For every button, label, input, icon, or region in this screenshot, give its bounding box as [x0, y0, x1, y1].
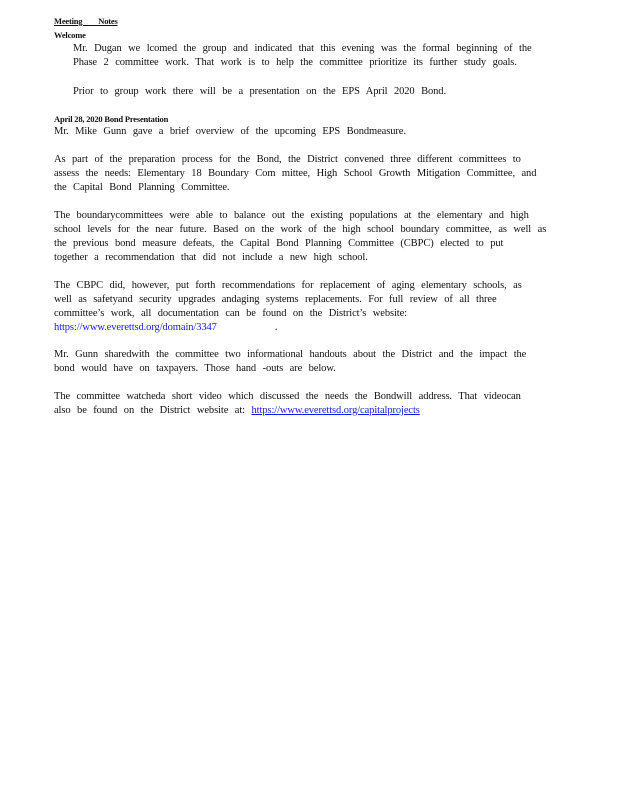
cbpc-paragraph: [54, 279, 522, 335]
text-line: [54, 404, 521, 418]
text-line: well as safetyand security upgrades andaging systems replacements. For full review of all three: [54, 294, 497, 305]
text-line: Mr. Dugan we lcomed the group and indicated that this evening was the formal beginning of the: [73, 43, 532, 54]
boundary-paragraph: [54, 209, 546, 265]
text-line: the Capital Bond Planning Committee.: [54, 182, 230, 193]
text-line: The CBPC did, however, put forth recommendations for replacement of aging elementary schools, as: [54, 280, 522, 291]
text-line: Prior to group work there will be a presentation on the EPS April 2020 Bond.: [73, 86, 446, 97]
text-line: school levels for the near future. Based on the work of the high school boundary committee, as well as: [54, 224, 547, 235]
video-line-prefix: also be found on the District website at:: [54, 405, 245, 416]
capital-projects-link[interactable]: https://www.everettsd.org/capitalprojects: [251, 405, 420, 416]
preparation-paragraph: [54, 153, 536, 195]
bond-intro-paragraph: [54, 125, 406, 139]
text-line: As part of the preparation process for the Bond, the District convened three different committees to: [54, 154, 521, 165]
link-trailing-period: .: [274, 322, 278, 333]
group-work-paragraph: [73, 85, 446, 99]
text-line: committee’s work, all documentation can be found on the District’s website:: [54, 308, 407, 319]
section-label-welcome: Welcome: [54, 30, 86, 40]
section-label-bond: April 28, 2020 Bond Presentation: [54, 114, 169, 124]
welcome-paragraph: [73, 42, 532, 70]
text-line: together a recommendation that did not include a new high school.: [54, 252, 368, 263]
text-line: assess the needs: Elementary 18 Boundary Com mittee, High School Growth Mitigation Committee, and: [54, 168, 537, 179]
text-line: bond would have on taxpayers. Those hand -outs are below.: [54, 363, 336, 374]
page-title: Meeting Notes: [54, 16, 118, 26]
text-line: Phase 2 committee work. That work is to help the committee prioritize its further study goals.: [73, 57, 517, 68]
text-line: Mr. Mike Gunn gave a brief overview of the upcoming EPS Bondmeasure.: [54, 126, 406, 137]
text-line: [54, 321, 522, 335]
handouts-paragraph: [54, 348, 526, 376]
text-line: the previous bond measure defeats, the Capital Bond Planning Committee (CBPC) elected to put: [54, 238, 504, 249]
text-line: The boundarycommittees were able to balance out the existing populations at the elementary and high: [54, 210, 529, 221]
text-line: The committee watcheda short video which discussed the needs the Bondwill address. That videocan: [54, 391, 521, 402]
text-line: Mr. Gunn sharedwith the committee two informational handouts about the District and the impact the: [54, 349, 527, 360]
video-paragraph: [54, 390, 521, 418]
domain-link[interactable]: https://www.everettsd.org/domain/3347: [54, 322, 217, 333]
